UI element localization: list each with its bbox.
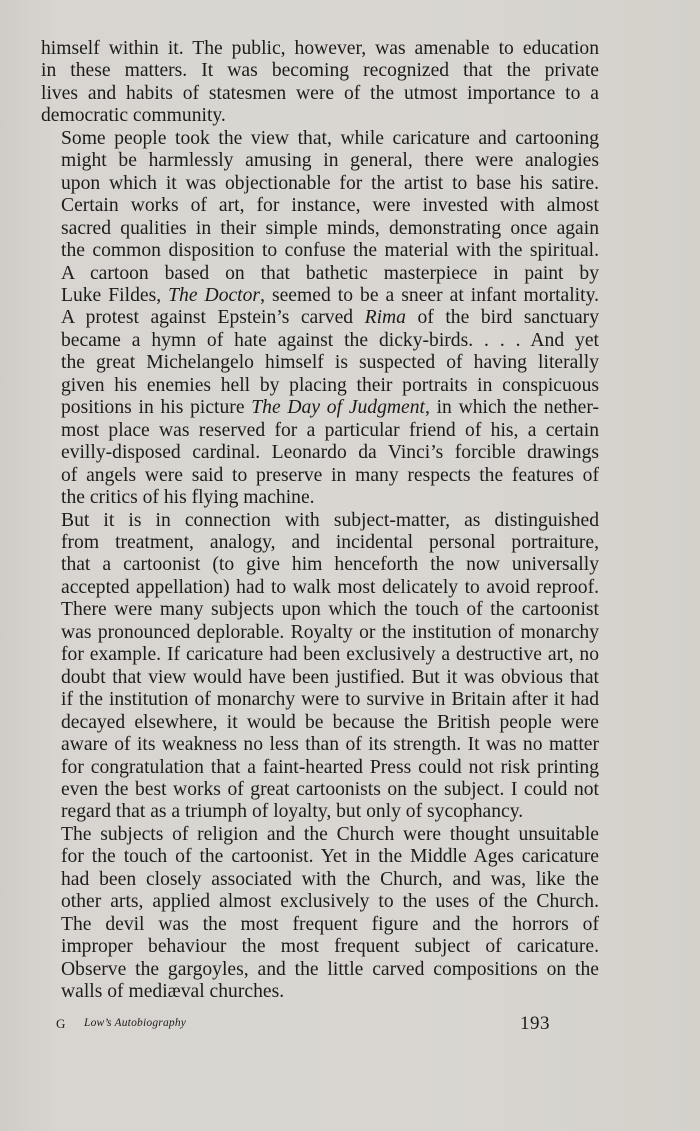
- text-line: regard that as a triumph of loyalty, but only of sycophancy.: [61, 801, 524, 823]
- text-line: But it is in connection with subject-matter, as distinguished: [61, 509, 599, 531]
- paragraph-4: [41, 824, 599, 1004]
- text-line: Certain works of art, for instance, were invested with almost: [61, 195, 599, 217]
- text-line: aware of its weakness no less than of its strength. It was no matter: [61, 734, 599, 756]
- text-line: democratic community.: [41, 105, 226, 127]
- text-line: that a cartoonist (to give him henceforth the now universally: [61, 554, 599, 576]
- paragraph-2: [41, 128, 599, 510]
- text-line: Some people took the view that, while caricature and cartooning: [61, 127, 599, 149]
- text-line: positions in his picture The Day of Judgment, in which the nether-: [61, 397, 599, 419]
- text-line: The devil was the most frequent figure and the horrors of: [61, 913, 599, 935]
- paragraph-1: [41, 38, 599, 128]
- text-line: had been closely associated with the Church, and was, like the: [61, 868, 599, 890]
- text-line: most place was reserved for a particular friend of his, a certain: [61, 419, 599, 441]
- text-line: Luke Fildes, The Doctor, seemed to be a sneer at infant mortality.: [61, 284, 599, 306]
- text-line: Observe the gargoyles, and the little carved compositions on the: [61, 958, 599, 980]
- text-line: became a hymn of hate against the dicky-birds. . . . And yet: [61, 329, 599, 351]
- italic-title: Rima: [364, 307, 406, 329]
- text-line: given his enemies hell by placing their portraits in conspicuous: [61, 374, 599, 396]
- text-line: was pronounced deplorable. Royalty or the institution of monarchy: [61, 621, 599, 643]
- italic-title: The Day of Judgment: [251, 397, 425, 419]
- running-title: Low’s Autobiography: [84, 1017, 187, 1029]
- text-line: decayed elsewhere, it would be because the British people were: [61, 711, 599, 733]
- text-line: sacred qualities in their simple minds, demonstrating once again: [61, 217, 599, 239]
- text-line: from treatment, analogy, and incidental personal portraiture,: [61, 531, 599, 553]
- text-line: if the institution of monarchy were to survive in Britain after it had: [61, 689, 599, 711]
- text-line: even the best works of great cartoonists on the subject. I could not: [61, 778, 599, 800]
- text-line: A cartoon based on that bathetic masterpiece in paint by: [61, 262, 599, 284]
- text-line: for the touch of the cartoonist. Yet in the Middle Ages caricature: [61, 846, 599, 868]
- text-line: walls of mediæval churches.: [61, 981, 285, 1003]
- text-line: evilly-disposed cardinal. Leonardo da Vinci’s forcible drawings: [61, 442, 599, 464]
- text-line: accepted appellation) had to walk most delicately to avoid reproof.: [61, 576, 599, 598]
- text-line: lives and habits of statesmen were of the utmost importance to a: [41, 82, 599, 104]
- text-line: for example. If caricature had been exclusively a destructive art, no: [61, 644, 599, 666]
- text-line: for congratulation that a faint-hearted Press could not risk printing: [61, 756, 599, 778]
- text-line: the great Michelangelo himself is suspected of having literally: [61, 352, 599, 374]
- text-line: might be harmlessly amusing in general, there were analogies: [61, 150, 599, 172]
- page-number: 193: [520, 1013, 550, 1034]
- text-line: The subjects of religion and the Church were thought unsuitable: [61, 823, 599, 845]
- text-line: of angels were said to preserve in many respects the features of: [61, 464, 599, 486]
- text-line: doubt that view would have been justified. But it was obvious that: [61, 666, 599, 688]
- text-line: the common disposition to confuse the material with the spiritual.: [61, 240, 599, 262]
- text-line: upon which it was objectionable for the artist to base his satire.: [61, 172, 599, 194]
- body-text: [41, 38, 599, 1003]
- italic-title: The Doctor: [168, 284, 261, 306]
- text-line: himself within it. The public, however, was amenable to education: [41, 38, 599, 59]
- text-line: the critics of his flying machine.: [61, 487, 315, 509]
- text-line: in these matters. It was becoming recognized that the private: [41, 60, 599, 82]
- text-line: There were many subjects upon which the touch of the cartoonist: [61, 599, 599, 621]
- text-line: improper behaviour the most frequent subject of caricature.: [61, 936, 599, 958]
- paragraph-3: [41, 510, 599, 824]
- text-line: A protest against Epstein’s carved Rima of the bird sanctuary: [61, 307, 599, 329]
- text-line: other arts, applied almost exclusively to the uses of the Church.: [61, 891, 599, 913]
- signature-mark: G: [56, 1016, 66, 1031]
